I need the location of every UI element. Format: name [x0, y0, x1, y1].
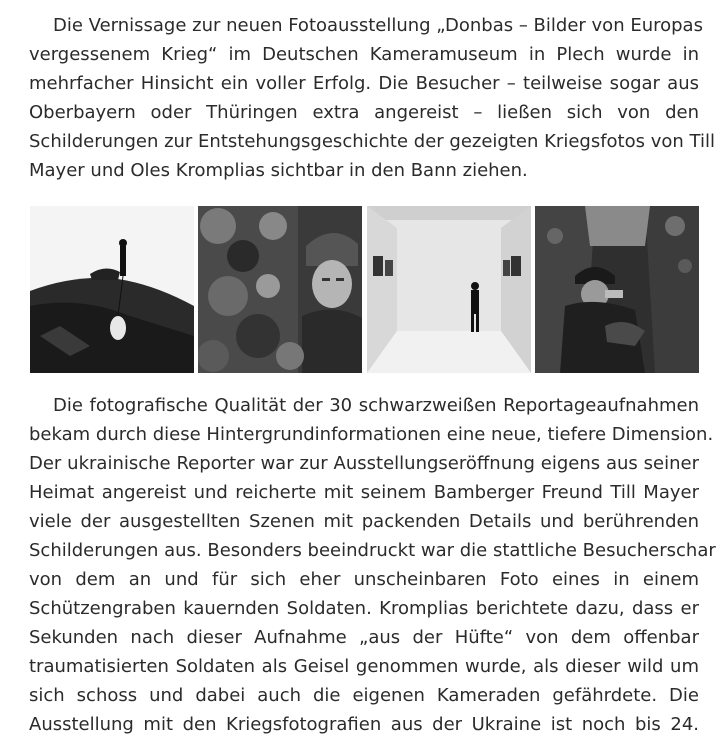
- text-line: Ausstellung mit den Kriegsfotografien aus der Ukraine ist noch bis 24.: [29, 714, 699, 735]
- photo-strip: [30, 206, 700, 373]
- text-line: Schilderungen zur Entstehungsgeschichte der gezeigten Kriegsfotos von Till: [29, 131, 715, 152]
- photo-image: [30, 206, 194, 373]
- text-line: mehrfacher Hinsicht ein voller Erfolg. Die Besucher – teilweise sogar aus: [29, 73, 699, 94]
- text-line: traumatisierten Soldaten als Geisel genommen wurde, als dieser wild um: [29, 656, 699, 677]
- text-line: Schützengraben kauernden Soldaten. Kromplias berichtete dazu, dass er: [29, 598, 699, 619]
- text-line: Oberbayern oder Thüringen extra angereist – ließen sich von den: [29, 102, 699, 123]
- text-line: Mayer und Oles Kromplias sichtbar in den Bann ziehen.: [29, 160, 528, 181]
- text-line: Die Vernissage zur neuen Fotoausstellung „Donbas – Bilder von Europas: [53, 15, 703, 36]
- body-paragraph: [29, 391, 716, 739]
- text-line: vergessenem Krieg“ im Deutschen Kameramuseum in Plech wurde in: [29, 44, 699, 65]
- gallery-room-photo[interactable]: [367, 206, 531, 373]
- text-line: viele der ausgestellten Szenen mit packenden Details und berührenden: [29, 511, 699, 532]
- trench-soldier-photo[interactable]: [535, 206, 699, 373]
- photo-image: [198, 206, 362, 373]
- text-line: Die fotografische Qualität der 30 schwarzweißen Reportageaufnahmen: [53, 395, 699, 416]
- photo-image: [367, 206, 531, 373]
- photo-image: [535, 206, 699, 373]
- text-line: sich schoss und dabei auch die eigenen Kameraden gefährdete. Die: [29, 685, 699, 706]
- text-line: Sekunden nach dieser Aufnahme „aus der Hüfte“ von dem offenbar: [29, 627, 699, 648]
- text-line: bekam durch diese Hintergrundinformationen eine neue, tiefere Dimension.: [29, 424, 714, 445]
- text-line: Heimat angereist und reicherte mit seinem Bamberger Freund Till Mayer: [29, 482, 699, 503]
- intro-paragraph: [29, 11, 715, 185]
- soldier-portrait-photo[interactable]: [198, 206, 362, 373]
- text-line: Schilderungen aus. Besonders beeindruckt war die stattliche Besucherschar: [29, 540, 716, 561]
- text-line: Der ukrainische Reporter war zur Ausstellungseröffnung eigens aus seiner: [29, 453, 699, 474]
- landscape-soldier-photo[interactable]: [30, 206, 194, 373]
- text-line: von dem an und für sich eher unscheinbaren Foto eines in einem: [29, 569, 699, 590]
